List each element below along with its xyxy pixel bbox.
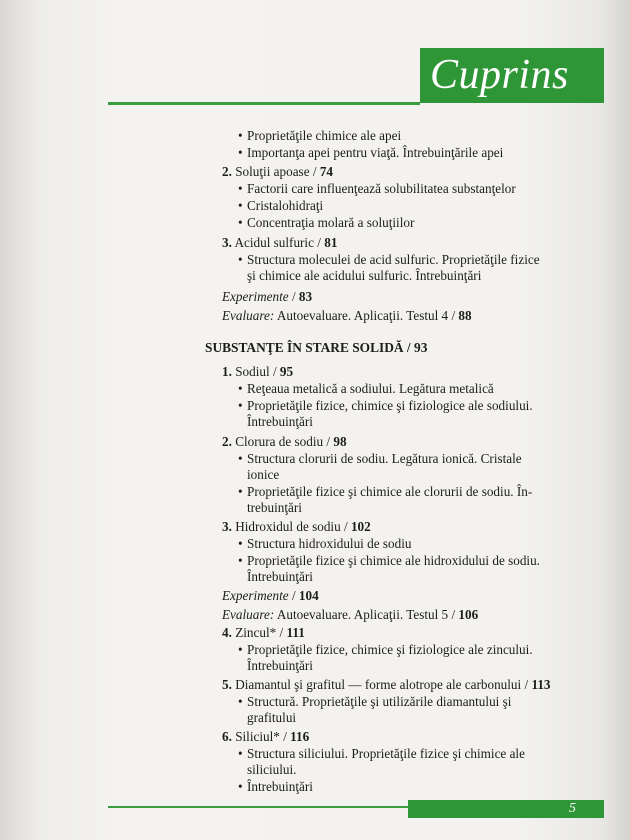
toc-entry-sodiul[interactable]: 1. Sodiul / 95 [222, 364, 294, 379]
toc-bullet: Reţeaua metalică a sodiului. Legătura metalică [247, 381, 494, 396]
page-number: 88 [458, 308, 472, 323]
bullet-marker: • [238, 779, 243, 794]
bullet-marker: • [238, 642, 243, 657]
page-number: 104 [298, 588, 319, 603]
toc-bullet-continuation: grafitului [247, 710, 297, 725]
toc-bullet: Proprietăţile fizice, chimice şi fiziologice ale zincului. [247, 642, 533, 657]
page-number: 113 [531, 677, 551, 692]
toc-entry-diamantul-si-grafitul[interactable]: 5. Diamantul şi grafitul — forme alotrope ale carbonului / 113 [222, 677, 551, 692]
toc-bullet: Concentraţia molară a soluţiilor [247, 215, 415, 230]
page-number: 93 [414, 340, 428, 355]
bullet-marker: • [238, 198, 243, 213]
toc-entry-acidul-sulfuric[interactable]: 3. Acidul sulfuric / 81 [222, 235, 338, 250]
toc-bullet-continuation: Întrebuinţări [247, 569, 313, 584]
toc-entry-clorura-de-sodiu[interactable]: 2. Clorura de sodiu / 98 [222, 434, 347, 449]
toc-entry-evaluare[interactable]: Evaluare: Autoevaluare. Aplicaţii. Testul 5 / 106 [222, 607, 479, 622]
bullet-marker: • [238, 484, 243, 499]
page-number: 83 [298, 289, 313, 304]
bullet-marker: • [238, 536, 243, 551]
bullet-marker: • [238, 128, 243, 143]
toc-bullet-continuation: trebuinţări [247, 500, 302, 515]
bullet-marker: • [238, 694, 243, 709]
page-number-footer: 5 [408, 800, 604, 818]
toc-bullet: Proprietăţile chimice ale apei [247, 128, 402, 143]
toc-bullet: Structură. Proprietăţile şi utilizările diamantului şi [247, 694, 512, 709]
footer-rule [108, 806, 408, 808]
page-number: 95 [279, 364, 294, 379]
bullet-marker: • [238, 381, 243, 396]
page-number: 81 [324, 235, 338, 250]
bullet-marker: • [238, 553, 243, 568]
toc-bullet: Structura clorurii de sodiu. Legătura ionică. Cristale [247, 451, 522, 466]
header-rule [108, 102, 420, 105]
toc-bullet: Importanţa apei pentru viaţă. Întrebuinţările apei [247, 145, 504, 160]
toc-bullet-continuation: Întrebuinţări [247, 414, 313, 429]
toc-bullet-continuation: siliciului. [247, 762, 297, 777]
bullet-marker: • [238, 252, 243, 267]
bullet-marker: • [238, 181, 243, 196]
toc-entry-zincul[interactable]: 4. Zincul* / 111 [222, 625, 305, 640]
toc-bullet: Cristalohidraţi [247, 198, 324, 213]
toc-bullet: Factorii care influenţează solubilitatea substanţelor [247, 181, 516, 196]
page-number: 98 [333, 434, 347, 449]
bullet-marker: • [238, 215, 243, 230]
toc-chapter-heading[interactable]: SUBSTANŢE ÎN STARE SOLIDĂ / 93 [205, 340, 428, 355]
bullet-marker: • [238, 398, 243, 413]
toc-entry-evaluare[interactable]: Evaluare: Autoevaluare. Aplicaţii. Testul 4 / 88 [222, 308, 472, 323]
toc-bullet-continuation: şi chimice ale acidului sulfuric. Întrebuinţări [247, 268, 482, 283]
toc-bullet-continuation: ionice [247, 467, 280, 482]
toc-entry-experimente[interactable]: Experimente / 83 [222, 289, 313, 304]
toc-bullet: Proprietăţile fizice, chimice şi fiziologice ale sodiului. [247, 398, 533, 413]
page-number: 111 [286, 625, 305, 640]
page-number: 106 [458, 607, 479, 622]
bullet-marker: • [238, 746, 243, 761]
toc-entry-hidroxidul-de-sodiu[interactable]: 3. Hidroxidul de sodiu / 102 [222, 519, 371, 534]
page-number: 116 [290, 729, 310, 744]
toc-bullet: Întrebuinţări [247, 779, 313, 794]
toc-entry-siliciul[interactable]: 6. Siliciul* / 116 [222, 729, 310, 744]
toc-entry-solutii-apoase[interactable]: 2. Soluţii apoase / 74 [222, 164, 333, 179]
toc-bullet: Proprietăţile fizice şi chimice ale clorurii de sodiu. În- [247, 484, 533, 499]
toc-bullet-continuation: Întrebuinţări [247, 658, 313, 673]
toc-bullet: Structura moleculei de acid sulfuric. Proprietăţile fizice [247, 252, 540, 267]
bullet-marker: • [238, 145, 243, 160]
toc-bullet: Proprietăţile fizice şi chimice ale hidroxidului de sodiu. [247, 553, 540, 568]
page-number: 102 [350, 519, 371, 534]
toc-bullet: Structura siliciului. Proprietăţile fizice şi chimice ale [247, 746, 525, 761]
page-number: 74 [319, 164, 333, 179]
toc-bullet: Structura hidroxidului de sodiu [247, 536, 412, 551]
toc-entry-experimente[interactable]: Experimente / 104 [222, 588, 319, 603]
page-title: Cuprins [420, 48, 604, 103]
bullet-marker: • [238, 451, 243, 466]
